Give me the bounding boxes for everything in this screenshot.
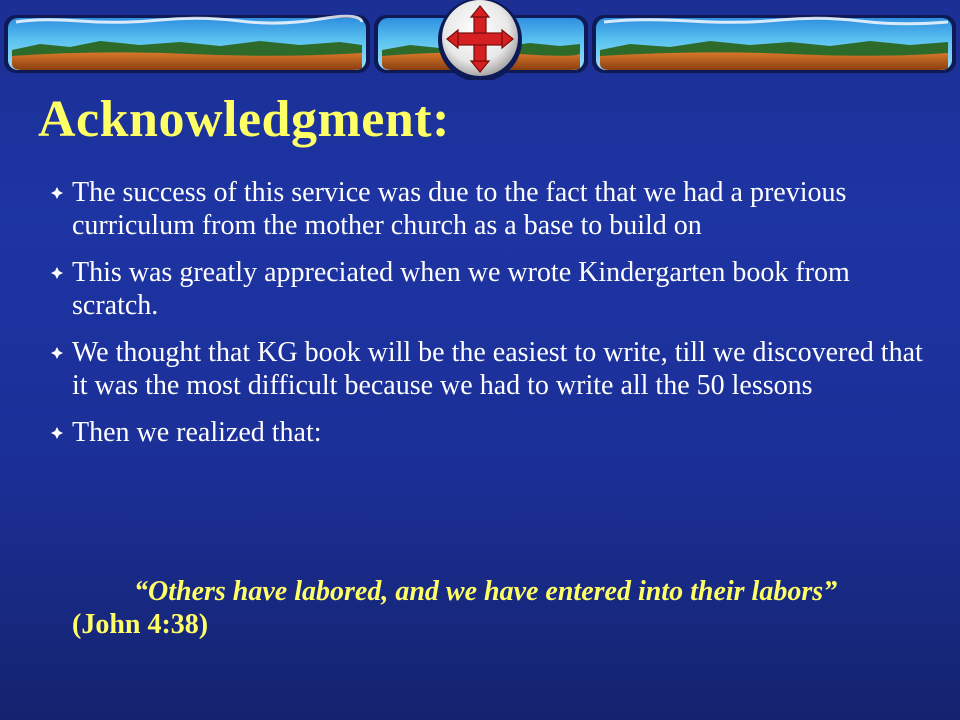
bullet-item — [48, 336, 928, 402]
slide-title: Acknowledgment: — [38, 91, 450, 148]
scripture-quote — [72, 575, 912, 641]
diamond-bullet-icon — [51, 347, 63, 359]
bullet-item — [48, 256, 928, 322]
diamond-bullet-icon — [51, 187, 63, 199]
bullet-list — [48, 176, 928, 463]
bullet-text: We thought that KG book will be the easiest to write, till we discovered that it was the most difficult because we had to write all the 50 lessons — [72, 337, 923, 401]
header-panel-right — [592, 15, 956, 73]
bullet-text: This was greatly appreciated when we wrote Kindergarten book from scratch. — [72, 257, 850, 321]
diamond-bullet-icon — [51, 267, 63, 279]
diamond-bullet-icon — [51, 427, 63, 439]
quote-text: “Others have labored, and we have entered into their labors” — [134, 576, 838, 607]
bullet-text: Then we realized that: — [72, 417, 322, 448]
header-banner — [0, 0, 960, 80]
coptic-cross-icon — [438, 0, 522, 80]
bullet-item — [48, 416, 928, 449]
bullet-text: The success of this service was due to the fact that we had a previous curriculum from the mother church as a base to build on — [72, 177, 847, 241]
bullet-item — [48, 176, 928, 242]
quote-citation: (John 4:38) — [72, 609, 209, 640]
header-panel-left — [4, 15, 370, 73]
